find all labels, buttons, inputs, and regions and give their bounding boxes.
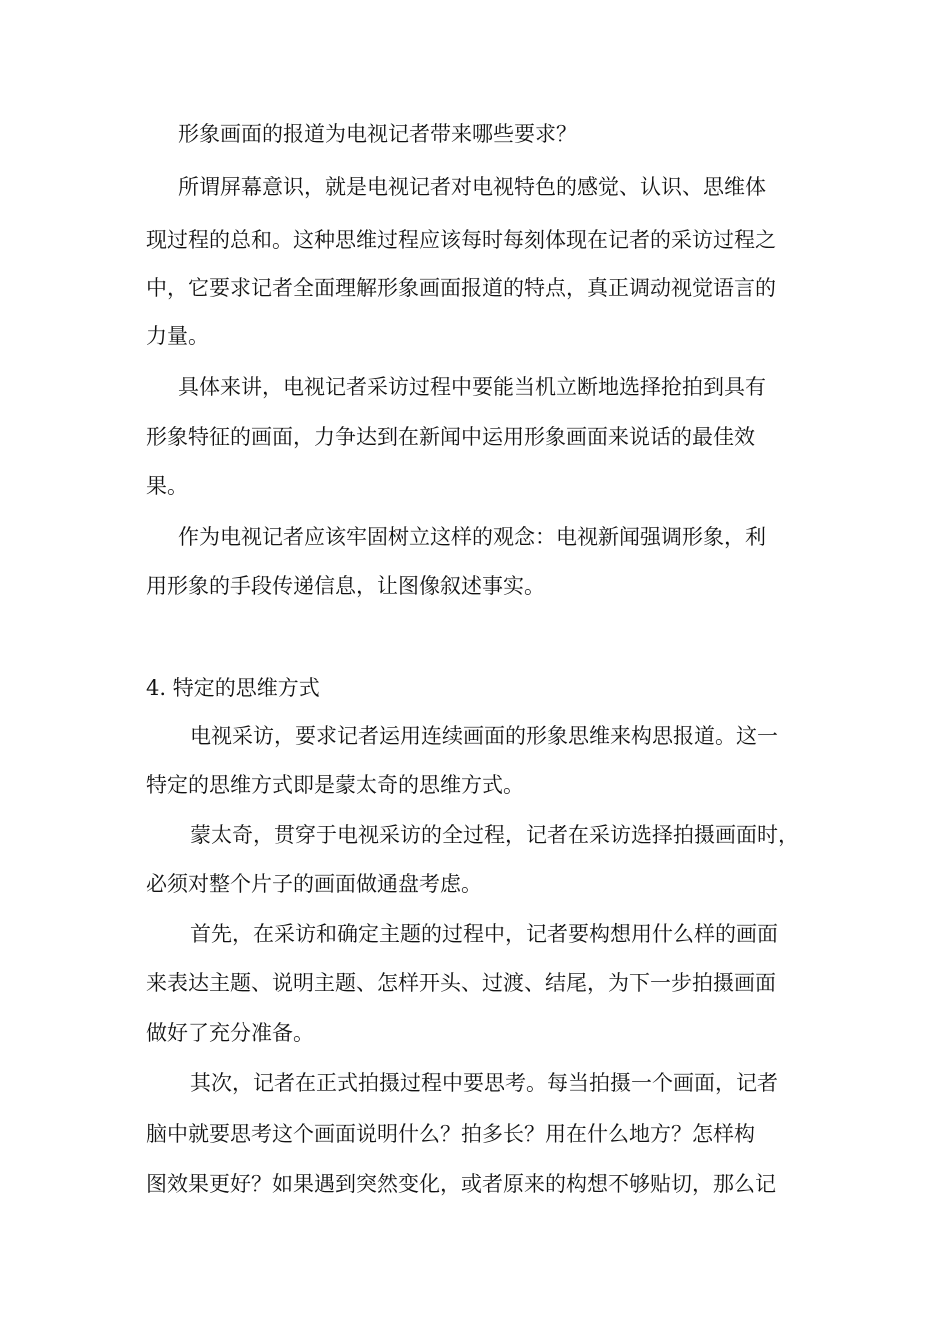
paragraph-line: 中，它要求记者全面理解形象画面报道的特点，真正调动视觉语言的 [146, 276, 776, 300]
paragraph-line: 所谓屏幕意识，就是电视记者对电视特色的感觉、认识、思维体 [178, 175, 766, 199]
paragraph-line: 用形象的手段传递信息，让图像叙述事实。 [146, 574, 545, 598]
paragraph-line: 形象特征的画面，力争达到在新闻中运用形象画面来说话的最佳效 [146, 425, 755, 449]
section-heading: 4. 特定的思维方式 [146, 676, 320, 700]
paragraph-line: 脑中就要思考这个画面说明什么？拍多长？用在什么地方？怎样构 [146, 1122, 755, 1146]
paragraph-line: 电视采访，要求记者运用连续画面的形象思维来构思报道。这一 [190, 724, 778, 748]
paragraph-line: 力量。 [146, 324, 209, 348]
paragraph-line: 做好了充分准备。 [146, 1021, 314, 1045]
paragraph-line: 必须对整个片子的画面做通盘考虑。 [146, 872, 482, 896]
paragraph-line: 现过程的总和。这种思维过程应该每时每刻体现在记者的采访过程之 [146, 228, 776, 252]
paragraph-line: 蒙太奇，贯穿于电视采访的全过程，记者在采访选择拍摄画面时， [190, 823, 799, 847]
paragraph-line: 来表达主题、说明主题、怎样开头、过渡、结尾，为下一步拍摄画面 [146, 971, 776, 995]
paragraph-line: 其次，记者在正式拍摄过程中要思考。每当拍摄一个画面，记者 [190, 1071, 778, 1095]
paragraph-line: 具体来讲，电视记者采访过程中要能当机立断地选择抢拍到具有 [178, 375, 766, 399]
paragraph-line: 首先，在采访和确定主题的过程中，记者要构想用什么样的画面 [190, 922, 778, 946]
paragraph-line: 特定的思维方式即是蒙太奇的思维方式。 [146, 773, 524, 797]
question-line: 形象画面的报道为电视记者带来哪些要求？ [178, 122, 577, 146]
paragraph-line: 果。 [146, 474, 188, 498]
paragraph-line: 图效果更好？如果遇到突然变化，或者原来的构想不够贴切，那么记 [146, 1172, 776, 1196]
paragraph-line: 作为电视记者应该牢固树立这样的观念：电视新闻强调形象，利 [178, 525, 766, 549]
